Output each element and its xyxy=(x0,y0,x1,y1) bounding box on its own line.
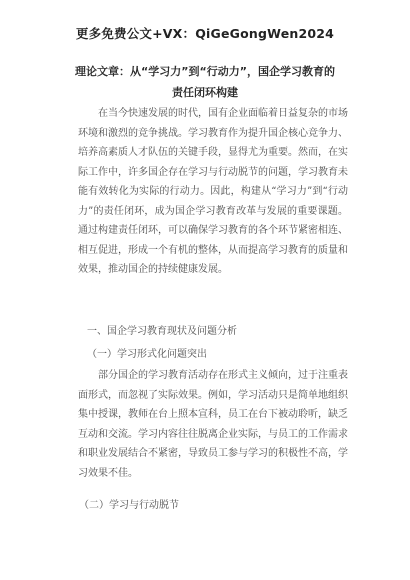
subsection-paragraph: 部分国企的学习教育活动存在形式主义倾向，过于注重表面形式，而忽视了实际效果。例如，学习活动只是简单地组织集中授课，教师在台上照本宣科，员工在台下被动聆听，缺乏互动和交流。学习内容往往脱离企业实际，与员工的工作需求和职业发展结合不紧密，导致员工参与学习的积极性不高，学习效果不佳。 xyxy=(78,370,348,479)
watermark-header: 更多免费公文+VX：QiGeGongWen2024 xyxy=(75,26,335,41)
subsection-heading: （一）学习形式化问题突出 xyxy=(87,349,207,360)
intro-paragraph: 在当今快速发展的时代，国有企业面临着日益复杂的市场环境和激烈的竞争挑战。学习教育作为提升国企核心竞争力、培养高素质人才队伍的关键手段，显得尤为重要。然而，在实际工作中，许多国企存在学习与行动脱节的问题，学习教育未能有效转化为实际的行动力。因此，构建从“学习力”到“行动力”的责任闭环，成为国企学习教育改革与发展的重要课题。通过构建责任闭环，可以确保学习教育的各个环节紧密相连、相互促进，形成一个有机的整体，从而提高学习教育的质量和效果，推动国企的持续健康发展。 xyxy=(78,108,348,275)
subsection-heading: （二）学习与行动脱节 xyxy=(79,500,179,511)
document-title-line-1: 理论文章：从“学习力”到“行动力”，国企学习教育的 xyxy=(75,65,335,78)
document-title-line-2: 责任闭环构建 xyxy=(172,86,238,99)
section-heading: 一、国企学习教育现状及问题分析 xyxy=(87,326,237,337)
